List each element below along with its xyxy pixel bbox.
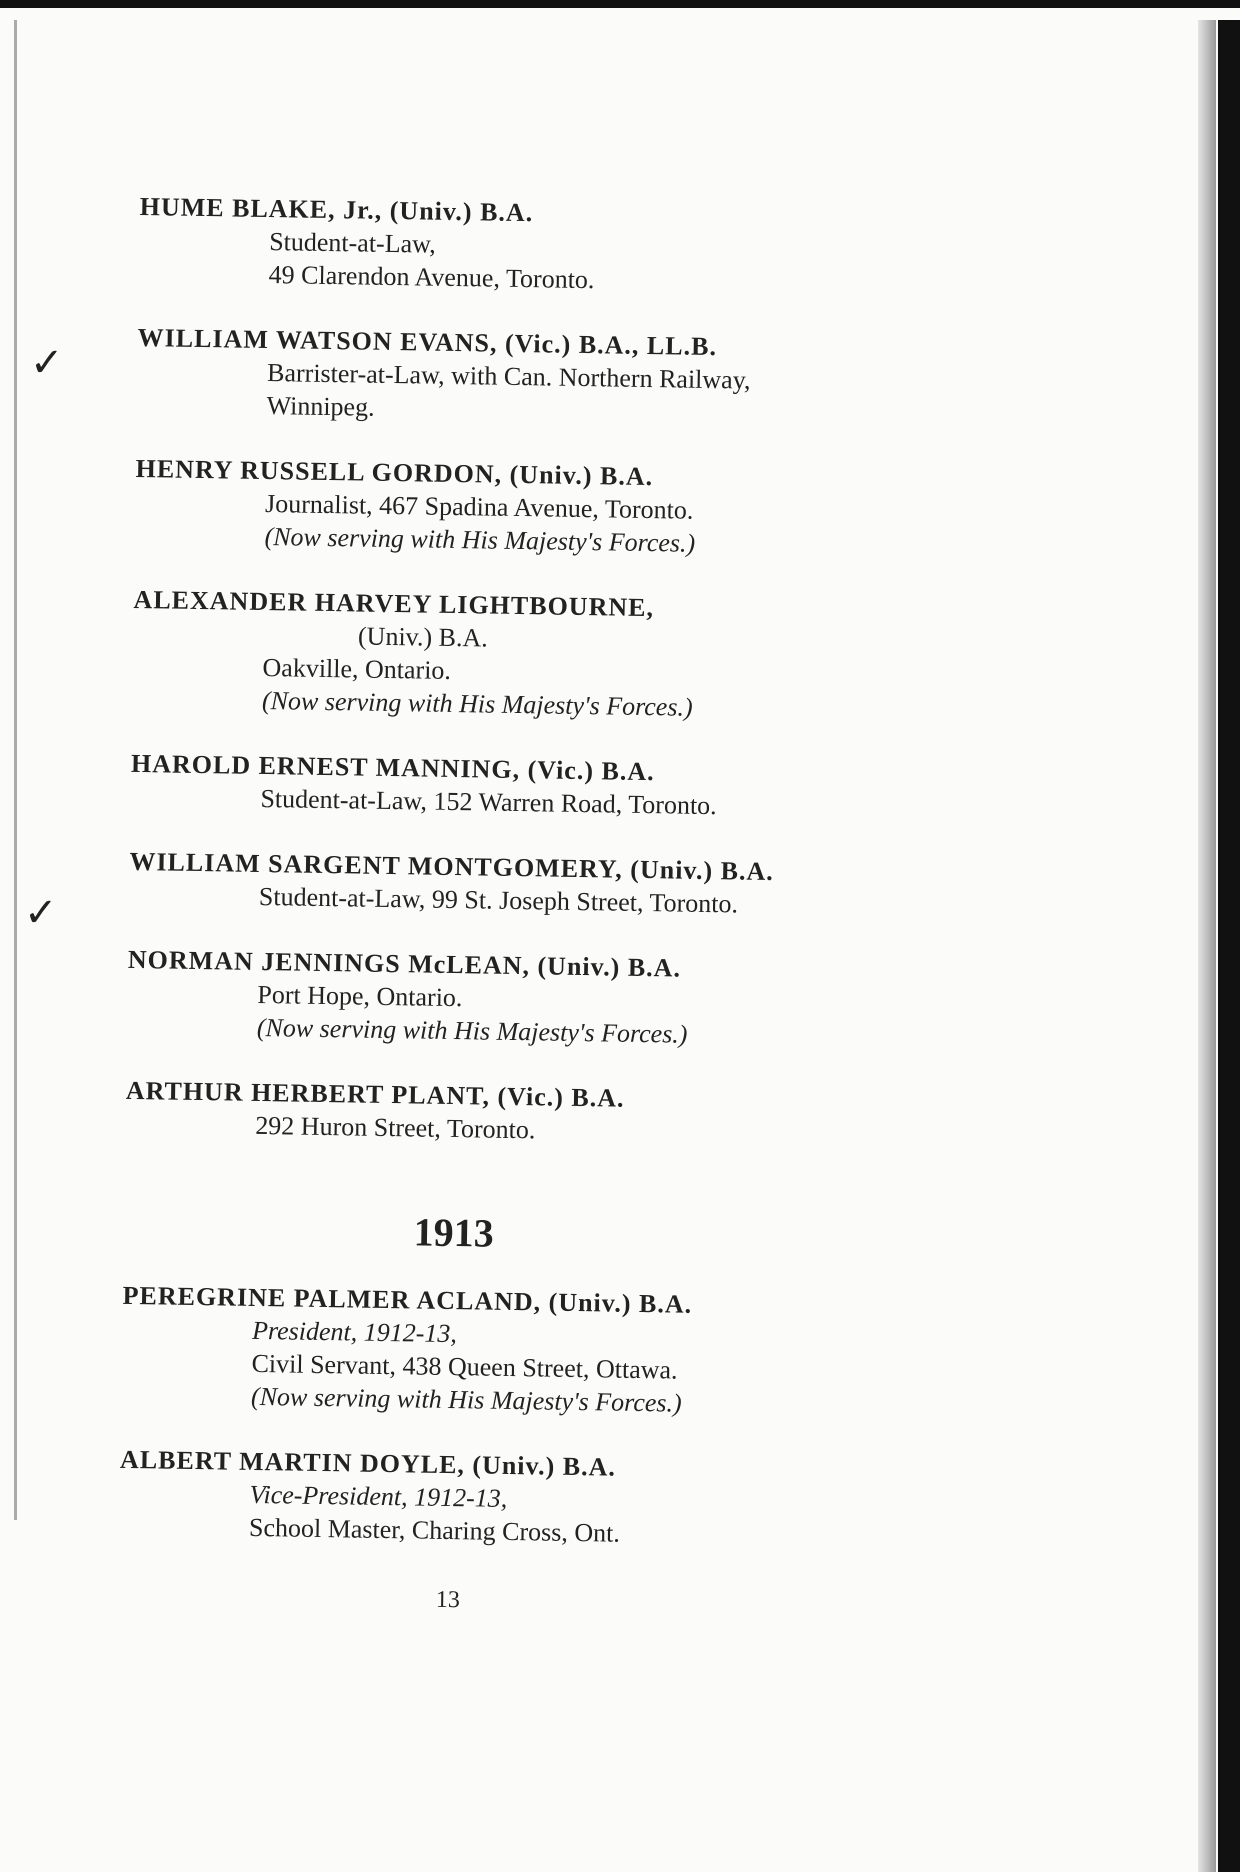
entry-line: Student-at-Law, 99 St. Joseph Street, Toronto.: [258, 881, 739, 919]
entry-line: Student-at-Law, 152 Warren Road, Toronto.: [260, 783, 717, 821]
entry-lightbourne: [132, 583, 1034, 729]
entry-name: WILLIAM SARGENT MONTGOMERY, (Univ.) B.A.: [129, 846, 774, 887]
entry-doyle: [119, 1443, 1020, 1556]
entry-name: WILLIAM WATSON EVANS, (Vic.) B.A., LL.B.: [137, 322, 718, 362]
entry-mclean: [127, 943, 1028, 1056]
entry-montgomery: [129, 845, 1030, 925]
entry-line: Winnipeg.: [266, 391, 375, 422]
page-right-shadow: [1198, 20, 1216, 1872]
entry-line: Civil Servant, 438 Queen Street, Ottawa.: [251, 1348, 678, 1385]
entry-name: PEREGRINE PALMER ACLAND, (Univ.) B.A.: [122, 1280, 693, 1319]
page-top-edge: [0, 0, 1240, 8]
entry-gordon: [134, 452, 1035, 565]
entry-degree: (Univ.) B.A.: [357, 621, 488, 653]
entry-blake: [138, 190, 1039, 303]
entry-name: ALBERT MARTIN DOYLE, (Univ.) B.A.: [119, 1444, 617, 1482]
entry-line: School Master, Charing Cross, Ont.: [248, 1512, 621, 1548]
entry-role: Vice-President, 1912-13,: [249, 1479, 508, 1513]
entry-name: ALEXANDER HARVEY LIGHTBOURNE,: [133, 584, 655, 623]
page-content: [118, 190, 1040, 1623]
entry-name: ARTHUR HERBERT PLANT, (Vic.) B.A.: [125, 1075, 625, 1113]
entry-line: Journalist, 467 Spadina Avenue, Toronto.: [264, 489, 694, 525]
page-right-edge: [1218, 20, 1240, 1872]
page-left-edge: [14, 20, 17, 1520]
entry-line: Barrister-at-Law, with Can. Northern Railway,: [266, 358, 751, 395]
entry-service-note: (Now serving with His Majesty's Forces.): [250, 1381, 682, 1418]
entry-name: HENRY RUSSELL GORDON, (Univ.) B.A.: [135, 453, 654, 492]
entry-service-note: (Now serving with His Majesty's Forces.): [261, 685, 693, 722]
entry-acland: [121, 1279, 1023, 1425]
entry-service-note: (Now serving with His Majesty's Forces.): [264, 522, 696, 558]
margin-check-mark: ✓: [24, 890, 58, 936]
page-number: 13: [435, 1586, 461, 1614]
entry-manning: [130, 747, 1031, 827]
entry-evans: [136, 321, 1037, 434]
year-heading: 1913: [413, 1209, 495, 1256]
entry-name: NORMAN JENNINGS McLEAN, (Univ.) B.A.: [127, 944, 682, 983]
entry-line: Oakville, Ontario.: [262, 652, 452, 685]
entry-role: President, 1912-13,: [251, 1315, 458, 1349]
entry-line: 292 Huron Street, Toronto.: [255, 1110, 536, 1145]
entry-line: 49 Clarendon Avenue, Toronto.: [268, 260, 595, 295]
margin-check-mark: ✓: [30, 340, 64, 386]
entry-line: Student-at-Law,: [268, 227, 436, 259]
entry-name: HAROLD ERNEST MANNING, (Vic.) B.A.: [130, 748, 655, 787]
entry-service-note: (Now serving with His Majesty's Forces.): [256, 1012, 688, 1049]
entry-line: Port Hope, Ontario.: [257, 979, 463, 1013]
entry-plant: [125, 1074, 1026, 1154]
entry-name: HUME BLAKE, Jr., (Univ.) B.A.: [139, 191, 534, 228]
